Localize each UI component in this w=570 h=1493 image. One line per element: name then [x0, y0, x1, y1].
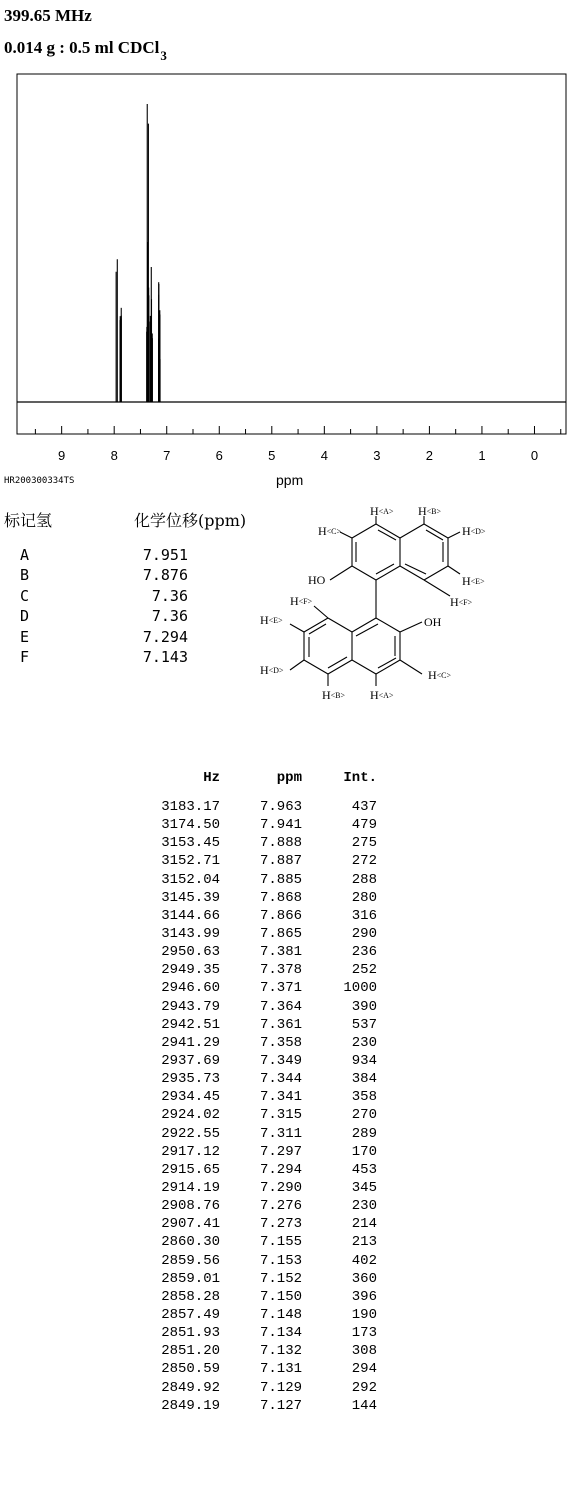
hydrogen-label: H<A>: [370, 688, 394, 702]
nmr-spectrum-chart: [0, 0, 570, 500]
peak-table-row: [120, 1360, 400, 1378]
peak-table-row: [120, 1052, 400, 1070]
peak-ppm: 7.153: [259, 1252, 302, 1269]
peak-table-row: [120, 1379, 400, 1397]
assignment-header-label: 标记氢: [4, 511, 53, 530]
peak-ppm: 7.131: [259, 1361, 302, 1378]
peak-hz: 2924.02: [161, 1107, 220, 1124]
molecule-bonds: [290, 516, 460, 686]
peak-hz: 2849.92: [161, 1379, 220, 1396]
hydrogen-label: H<D>: [462, 524, 486, 538]
peak-ppm: 7.865: [259, 925, 302, 942]
peak-table: [120, 770, 400, 1415]
peak-hz: 2934.45: [161, 1089, 220, 1106]
peak-int: 308: [351, 1343, 377, 1360]
peak-ppm: 7.963: [259, 799, 302, 815]
peak-hz: 2935.73: [161, 1071, 220, 1088]
x-tick-label: 8: [110, 448, 118, 463]
sample-main-text: 0.014 g : 0.5 ml CDCl: [4, 38, 160, 57]
peak-hz: 2851.93: [161, 1325, 220, 1342]
assignment-label: C: [20, 586, 30, 605]
peak-table-header-int: Int.: [343, 770, 377, 786]
assignment-label: E: [20, 627, 30, 646]
hydroxyl-label: HO: [308, 573, 326, 587]
peak-hz: 2860.30: [161, 1234, 220, 1251]
hydrogen-label: H<E>: [462, 574, 485, 588]
peak-hz: 2946.60: [161, 980, 220, 997]
peak-ppm: 7.364: [259, 998, 302, 1015]
peak-int: 384: [351, 1071, 377, 1088]
peak-table-row: [120, 798, 400, 816]
assignment-shift: 7.951: [142, 546, 188, 564]
peak-int: 453: [351, 1161, 377, 1178]
hydrogen-label: H<F>: [450, 595, 473, 609]
peak-table-row: [120, 1197, 400, 1215]
peak-int: 1000: [343, 980, 377, 997]
peak-ppm: 7.127: [259, 1397, 302, 1414]
x-tick-label: 9: [58, 448, 66, 463]
peak-ppm: 7.290: [259, 1179, 302, 1196]
peak-int: 390: [351, 998, 377, 1015]
peak-ppm: 7.866: [259, 907, 302, 924]
peak-int: 272: [351, 853, 377, 870]
peak-ppm: 7.349: [259, 1052, 302, 1069]
peak-ppm: 7.148: [259, 1306, 302, 1323]
peak-ppm: 7.868: [259, 889, 302, 906]
peak-int: 275: [351, 835, 377, 852]
x-tick-label: 4: [320, 448, 328, 463]
peak-hz: 3183.17: [161, 799, 220, 815]
peak-ppm: 7.155: [259, 1234, 302, 1251]
peak-table-row: [120, 1397, 400, 1415]
assignment-label: B: [20, 566, 30, 585]
assignment-label: A: [20, 546, 30, 564]
sample-subscript: 3: [160, 48, 167, 63]
peak-hz: 2849.19: [161, 1397, 220, 1414]
peak-hz: 3174.50: [161, 817, 220, 834]
peak-hz: 2908.76: [161, 1198, 220, 1215]
peak-ppm: 7.887: [259, 853, 302, 870]
peak-table-row: [120, 852, 400, 870]
peak-ppm: 7.885: [259, 871, 302, 888]
peak-table-row: [120, 961, 400, 979]
peak-int: 345: [351, 1179, 377, 1196]
peak-ppm: 7.371: [259, 980, 302, 997]
peak-ppm: 7.150: [259, 1288, 302, 1305]
peak-int: 288: [351, 871, 377, 888]
peak-int: 173: [351, 1325, 377, 1342]
binol-structure-diagram: [250, 502, 540, 787]
peak-hz: 2859.01: [161, 1270, 220, 1287]
peak-hz: 2949.35: [161, 962, 220, 979]
peak-hz: 2859.56: [161, 1252, 220, 1269]
peak-int: 230: [351, 1034, 377, 1051]
peak-int: 402: [351, 1252, 377, 1269]
hydrogen-label: H<F>: [290, 594, 313, 608]
peak-hz: 2851.20: [161, 1343, 220, 1360]
peak-hz: 3144.66: [161, 907, 220, 924]
peak-table-row: [120, 834, 400, 852]
peak-hz: 2914.19: [161, 1179, 220, 1196]
hydrogen-label: H<D>: [260, 663, 284, 677]
peak-table-body: [120, 798, 400, 1415]
peak-int: 252: [351, 962, 377, 979]
peak-ppm: 7.273: [259, 1216, 302, 1233]
peak-hz: 2915.65: [161, 1161, 220, 1178]
peak-table-row: [120, 1161, 400, 1179]
peak-hz: 2943.79: [161, 998, 220, 1015]
peak-table-row: [120, 1034, 400, 1052]
peak-hz: 2858.28: [161, 1288, 220, 1305]
peak-hz: 2917.12: [161, 1143, 220, 1160]
peak-table-row: [120, 1306, 400, 1324]
peak-table-row: [120, 816, 400, 834]
peak-int: 358: [351, 1089, 377, 1106]
peak-table-row: [120, 998, 400, 1016]
assignment-shift: 7.143: [142, 648, 188, 666]
peak-int: 360: [351, 1270, 377, 1287]
x-tick-label: 7: [163, 448, 171, 463]
x-tick-label: 5: [268, 448, 276, 463]
peak-hz: 3145.39: [161, 889, 220, 906]
peak-table-row: [120, 889, 400, 907]
peak-int: 396: [351, 1288, 377, 1305]
peak-hz: 2942.51: [161, 1016, 220, 1033]
peak-table-row: [120, 1088, 400, 1106]
assignment-shift: 7.36: [151, 607, 188, 626]
peak-ppm: 7.297: [259, 1143, 302, 1160]
peak-table-row: [120, 1070, 400, 1088]
peak-table-row: [120, 1288, 400, 1306]
peak-table-row: [120, 871, 400, 889]
peak-table-row: [120, 925, 400, 943]
peak-table-row: [120, 1016, 400, 1034]
peak-table-row: [120, 1179, 400, 1197]
peak-int: 230: [351, 1198, 377, 1215]
plot-frame: [17, 74, 566, 434]
peak-table-header-ppm: ppm: [276, 770, 302, 786]
peak-ppm: 7.888: [259, 835, 302, 852]
peak-table-row: [120, 1215, 400, 1233]
peak-table-row: [120, 1342, 400, 1360]
peak-int: 289: [351, 1125, 377, 1142]
peak-ppm: 7.344: [259, 1071, 302, 1088]
peak-int: 170: [351, 1143, 377, 1160]
peak-int: 479: [351, 817, 377, 834]
peak-ppm: 7.315: [259, 1107, 302, 1124]
x-tick-label: 1: [478, 448, 486, 463]
peak-int: 214: [351, 1216, 377, 1233]
hydrogen-label: H<C>: [428, 668, 452, 682]
peak-int: 294: [351, 1361, 377, 1378]
peak-table-row: [120, 1270, 400, 1288]
peak-int: 292: [351, 1379, 377, 1396]
peak-hz: 2907.41: [161, 1216, 220, 1233]
peak-int: 236: [351, 944, 377, 961]
assignment-shift: 7.36: [151, 586, 188, 605]
peak-hz: 2937.69: [161, 1052, 220, 1069]
peak-hz: 2850.59: [161, 1361, 220, 1378]
hydrogen-label: H<A>: [370, 504, 394, 518]
spectrometer-frequency: 399.65 MHz: [4, 6, 92, 25]
peak-table-header-hz: Hz: [203, 770, 220, 786]
x-tick-label: 6: [215, 448, 223, 463]
peak-int: 280: [351, 889, 377, 906]
peak-table-row: [120, 1324, 400, 1342]
peak-ppm: 7.294: [259, 1161, 302, 1178]
peak-hz: 2950.63: [161, 944, 220, 961]
peak-hz: 3143.99: [161, 925, 220, 942]
peak-table-row: [120, 1252, 400, 1270]
peak-ppm: 7.276: [259, 1198, 302, 1215]
peak-int: 934: [351, 1052, 377, 1069]
peak-table-row: [120, 907, 400, 925]
peak-int: 144: [351, 1397, 377, 1414]
peak-ppm: 7.311: [259, 1125, 302, 1142]
x-tick-label: 3: [373, 448, 381, 463]
peak-hz: 3153.45: [161, 835, 220, 852]
assignment-header-shift: 化学位移(ppm): [134, 511, 247, 530]
assignment-shift: 7.294: [142, 627, 188, 646]
peak-hz: 3152.71: [161, 853, 220, 870]
peak-hz: 2922.55: [161, 1125, 220, 1142]
assignment-shift: 7.876: [142, 566, 188, 585]
x-axis-label: ppm: [276, 472, 304, 488]
peak-ppm: 7.378: [259, 962, 302, 979]
peak-int: 537: [351, 1016, 377, 1033]
peak-int: 316: [351, 907, 377, 924]
peak-ppm: 7.129: [259, 1379, 302, 1396]
hydrogen-label: H<C>: [318, 524, 342, 538]
hydrogen-label: H<E>: [260, 613, 283, 627]
peak-ppm: 7.152: [259, 1270, 302, 1287]
peak-ppm: 7.132: [259, 1343, 302, 1360]
hydrogen-label: H<B>: [418, 504, 442, 518]
peak-int: 437: [351, 799, 377, 815]
peak-hz: 3152.04: [161, 871, 220, 888]
peak-table-row: [120, 1125, 400, 1143]
peak-ppm: 7.134: [259, 1325, 302, 1342]
peak-ppm: 7.361: [259, 1016, 302, 1033]
hydrogen-label: H<B>: [322, 688, 346, 702]
assignment-label: D: [20, 607, 30, 626]
assignment-label: F: [20, 648, 30, 666]
peak-table-row: [120, 1143, 400, 1161]
peak-table-header: [120, 770, 400, 790]
peak-int: 270: [351, 1107, 377, 1124]
peak-ppm: 7.358: [259, 1034, 302, 1051]
peak-int: 190: [351, 1306, 377, 1323]
hydroxyl-label: OH: [424, 615, 442, 629]
peak-hz: 2941.29: [161, 1034, 220, 1051]
peak-table-row: [120, 1106, 400, 1124]
peak-ppm: 7.381: [259, 944, 302, 961]
peak-table-row: [120, 943, 400, 961]
peak-table-row: [120, 979, 400, 997]
peak-ppm: 7.341: [259, 1089, 302, 1106]
peak-int: 213: [351, 1234, 377, 1251]
x-tick-label: 0: [530, 448, 539, 463]
spectrum-code: HR200300334TS: [4, 476, 75, 486]
peak-table-row: [120, 1233, 400, 1251]
x-tick-label: 2: [425, 448, 434, 463]
peak-hz: 2857.49: [161, 1306, 220, 1323]
peak-int: 290: [351, 925, 377, 942]
peak-ppm: 7.941: [259, 817, 302, 834]
